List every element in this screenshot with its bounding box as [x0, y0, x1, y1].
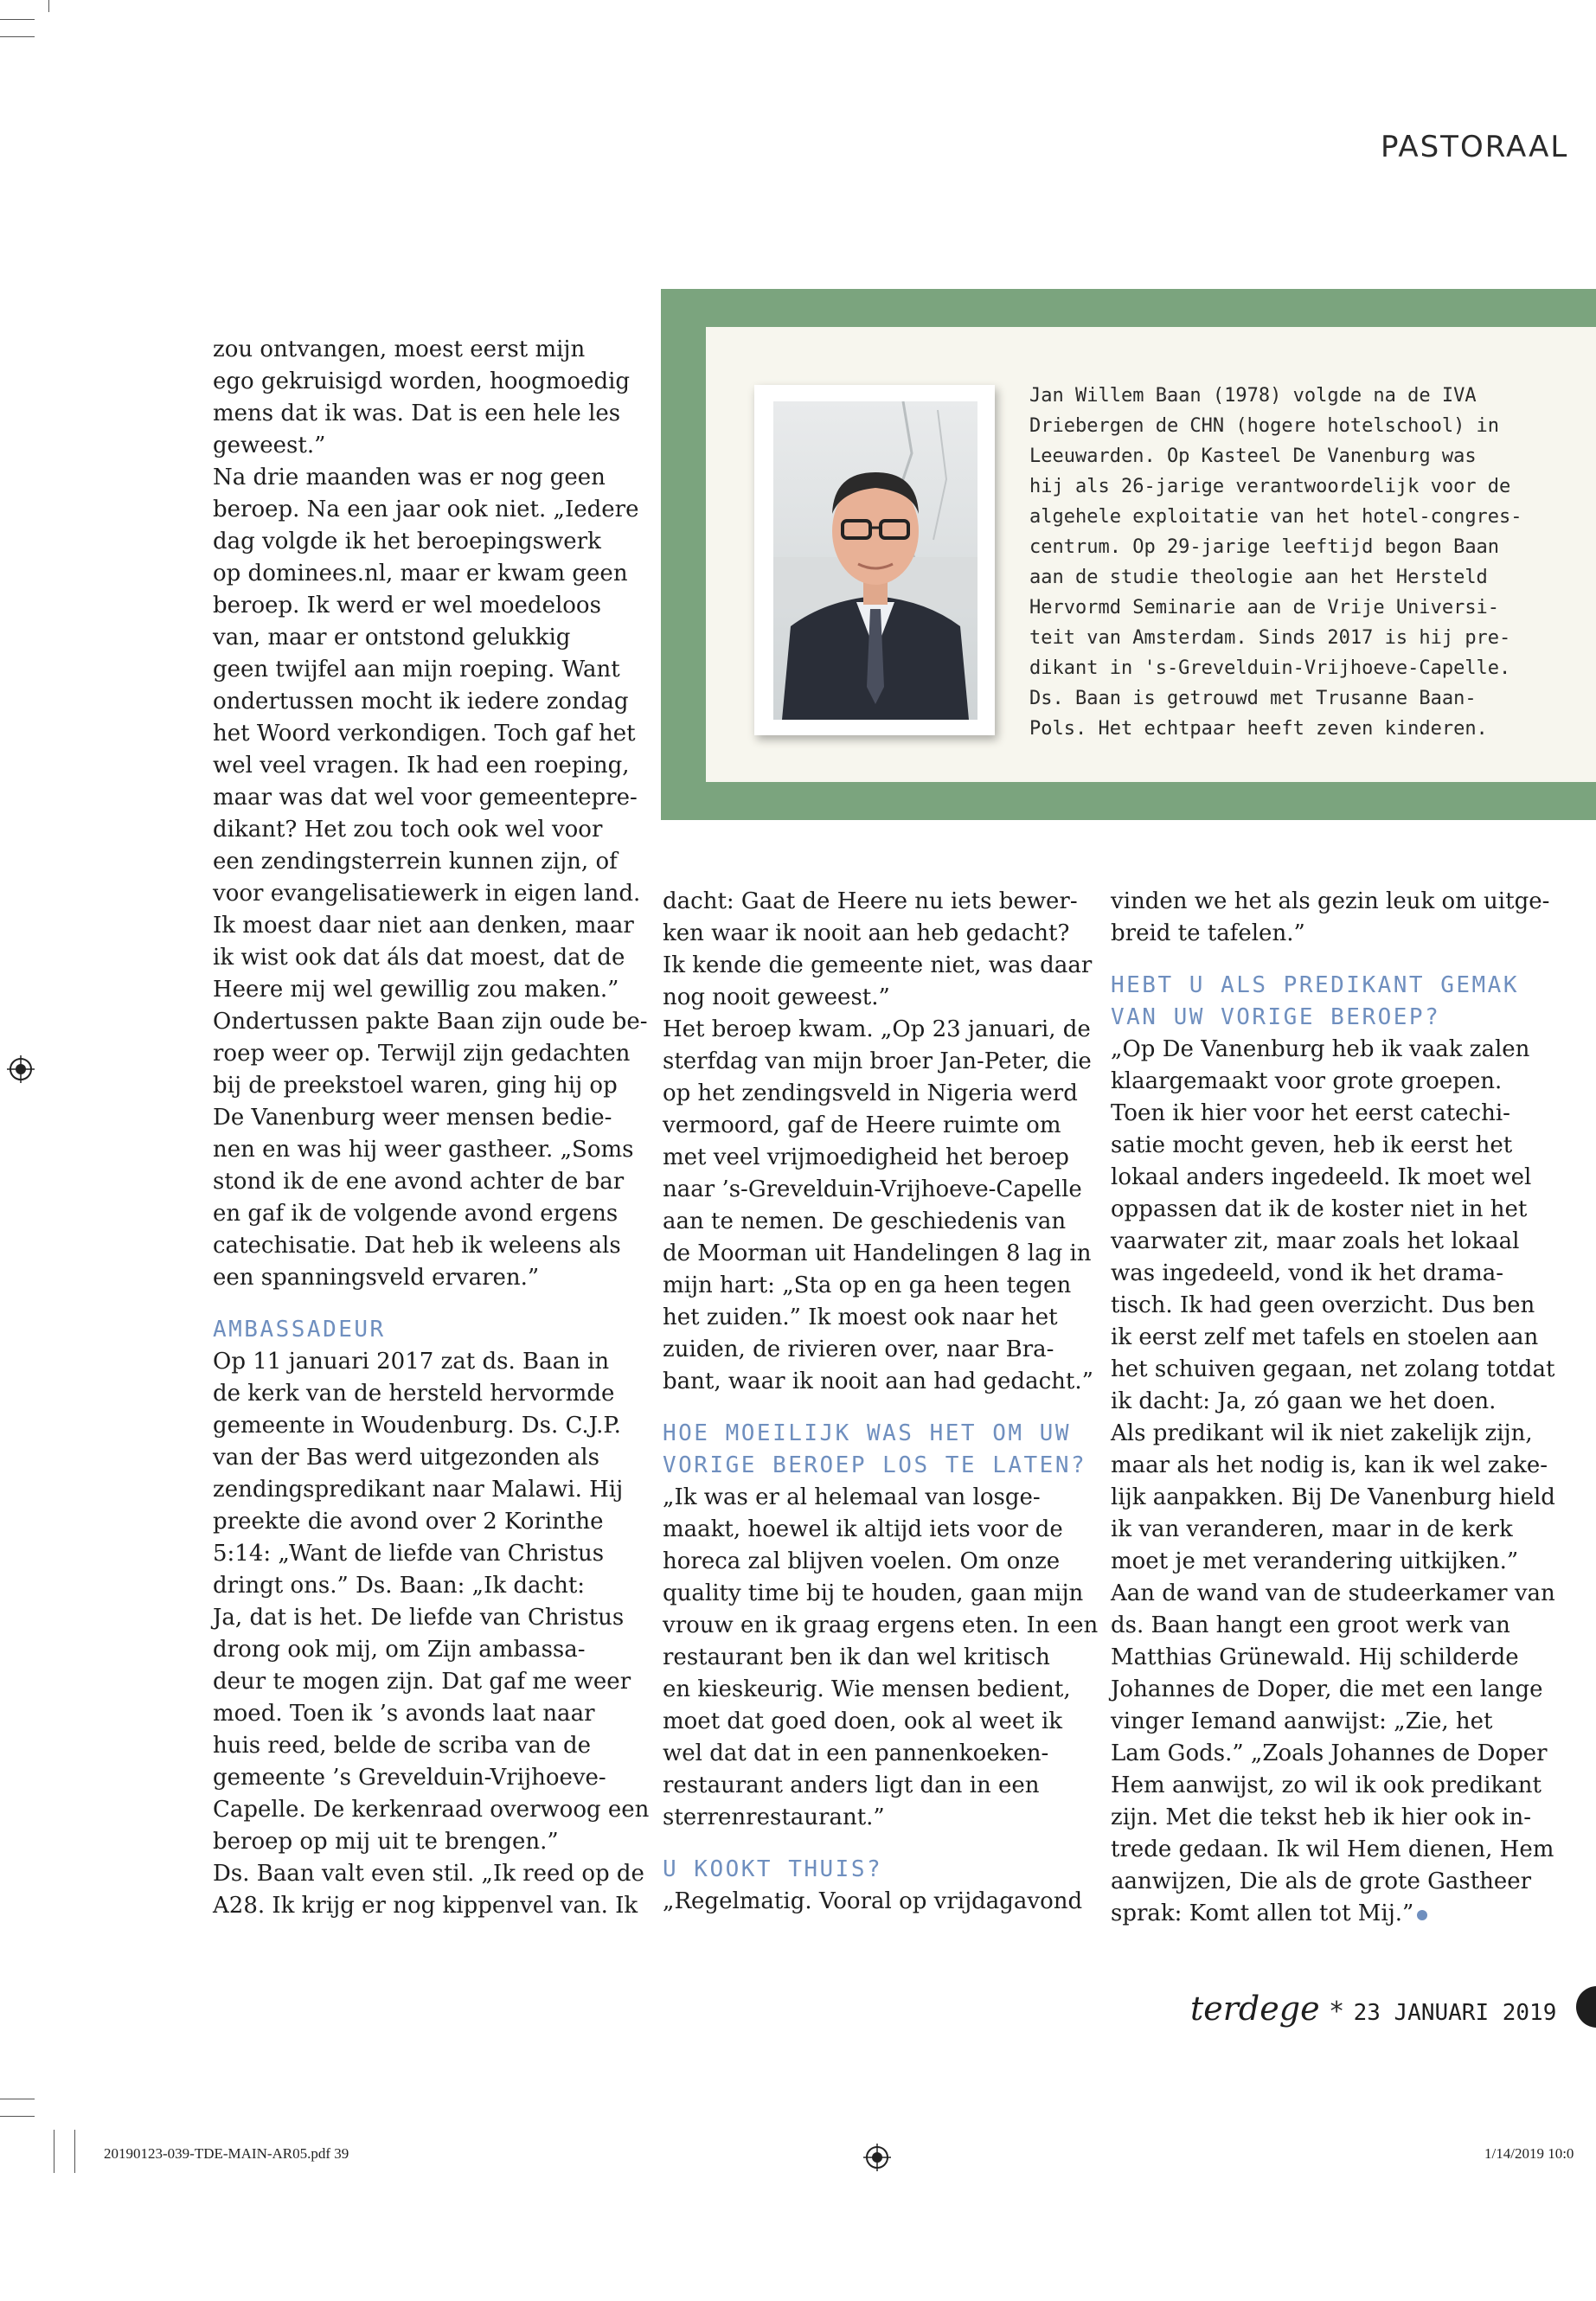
bio-line: aan de studie theologie aan het Hersteld — [1029, 567, 1488, 588]
text-line: mijn hart: „Sta op en ga heen tegen — [663, 1272, 1072, 1298]
bio-line: Driebergen de CHN (hogere hotelschool) in — [1029, 415, 1500, 437]
text-line: maakt, hoewel ik altijd iets voor de — [663, 1516, 1063, 1542]
text-line: beroep op mij uit te brengen.” — [213, 1829, 559, 1855]
text-line: Capelle. De kerkenraad overwoog een — [213, 1797, 650, 1823]
text-line: beroep. Na een jaar ook niet. „Iedere — [213, 497, 639, 522]
text-line: Johannes de Doper, die met een lange — [1111, 1676, 1543, 1702]
text-line: horeca zal blijven voelen. Om onze — [663, 1548, 1061, 1574]
magazine-logo: terdege — [1190, 1990, 1320, 2028]
text-line: stond ik de ene avond achter de bar — [213, 1169, 625, 1195]
section-title: PASTORAAL — [1381, 130, 1569, 164]
text-line: Het beroep kwam. „Op 23 januari, de — [663, 1016, 1091, 1042]
text-line: het zuiden.” Ik moest ook naar het — [663, 1304, 1058, 1330]
text-line: de kerk van de hersteld hervormde — [213, 1381, 615, 1407]
text-line: met veel vrijmoedigheid het beroep — [663, 1144, 1069, 1170]
text-line: wel veel vragen. Ik had een roeping, — [213, 753, 630, 779]
text-line: op dominees.nl, maar er kwam geen — [213, 561, 628, 586]
subheading: VAN UW VORIGE BEROEP? — [1111, 1004, 1441, 1030]
text-line: dikant? Het zou toch ook wel voor — [213, 817, 603, 843]
registration-mark-icon — [7, 1055, 35, 1083]
text-line: De Vanenburg weer mensen bedie- — [213, 1105, 612, 1131]
portrait-photo — [773, 401, 977, 720]
text-line: Ik moest daar niet aan denken, maar — [213, 913, 634, 939]
text-line: op het zendingsveld in Nigeria werd — [663, 1080, 1078, 1106]
text-line: Aan de wand van de studeerkamer van — [1111, 1580, 1555, 1606]
text-column-1 — [213, 334, 649, 1922]
text-line: nog nooit geweest.” — [663, 984, 890, 1010]
text-line: de Moorman uit Handelingen 8 lag in — [663, 1240, 1092, 1266]
text-line: een spanningsveld ervaren.” — [213, 1265, 540, 1291]
issue-date: 23 JANUARI 2019 — [1353, 2000, 1557, 2026]
text-line: mens dat ik was. Dat is een hele les — [213, 401, 621, 426]
text-line: dag volgde ik het beroepingswerk — [213, 529, 601, 554]
text-line: A28. Ik krijg er nog kippenvel van. Ik — [213, 1893, 638, 1919]
crop-mark — [0, 36, 35, 37]
text-line: van der Bas werd uitgezonden als — [213, 1445, 599, 1471]
text-line: een zendingsterrein kunnen zijn, of — [213, 849, 618, 875]
text-line: aanwijzen, Die als de grote Gastheer — [1111, 1868, 1532, 1894]
portrait-illustration — [773, 401, 977, 720]
text-line: sterrenrestaurant.” — [663, 1804, 885, 1830]
text-line: „Regelmatig. Vooral op vrijdagavond — [663, 1888, 1083, 1914]
subheading: HOE MOEILIJK WAS HET OM UW — [663, 1420, 1071, 1446]
text-line: Ondertussen pakte Baan zijn oude be- — [213, 1009, 648, 1035]
text-line: vinden we het als gezin leuk om uitge- — [1111, 888, 1550, 914]
text-line: tisch. Ik had geen overzicht. Dus ben — [1111, 1292, 1535, 1318]
text-line: was ingedeeld, vond ik het drama- — [1111, 1260, 1504, 1286]
bio-line: Hervormd Seminarie aan de Vrije Universi- — [1029, 597, 1500, 619]
text-line: Als predikant wil ik niet zakelijk zijn, — [1111, 1420, 1533, 1446]
text-line: bij de preekstoel waren, ging hij op — [213, 1073, 618, 1099]
text-line: lokaal anders ingedeeld. Ik moet wel — [1111, 1164, 1532, 1190]
text-line: gemeente ’s Grevelduin-Vrijhoeve- — [213, 1765, 606, 1791]
crop-mark — [48, 0, 49, 12]
bio-line: Jan Willem Baan (1978) volgde na de IVA — [1029, 385, 1477, 407]
bio-line: dikant in 's-Grevelduin-Vrijhoeve-Capelle. — [1029, 657, 1511, 679]
registration-mark-icon — [863, 2144, 891, 2171]
text-line: sterfdag van mijn broer Jan-Peter, die — [663, 1048, 1092, 1074]
text-line: moet je met verandering uitkijken.” — [1111, 1548, 1519, 1574]
text-column-2 — [663, 886, 1098, 1918]
subheading: U KOOKT THUIS? — [663, 1856, 883, 1882]
text-line: Lam Gods.” „Zoals Johannes de Doper — [1111, 1740, 1548, 1766]
text-line: Na drie maanden was er nog geen — [213, 465, 606, 490]
text-line: zuiden, de rivieren over, naar Bra- — [663, 1336, 1054, 1362]
text-line: geen twijfel aan mijn roeping. Want — [213, 657, 620, 683]
text-line: vaarwater zit, maar zoals het lokaal — [1111, 1228, 1520, 1254]
bio-line: hij als 26-jarige verantwoordelijk voor de — [1029, 476, 1511, 497]
text-line: 5:14: „Want de liefde van Christus — [213, 1541, 605, 1567]
text-line: ik wist ook dat áls dat moest, dat de — [213, 945, 625, 971]
bio-line: Pols. Het echtpaar heeft zeven kinderen. — [1029, 718, 1488, 740]
text-line: en kieskeurig. Wie mensen bedient, — [663, 1676, 1071, 1702]
text-line-last — [1111, 1898, 1555, 1930]
text-line: „Ik was er al helemaal van losge- — [663, 1484, 1041, 1510]
text-line: het schuiven gegaan, net zolang totdat — [1111, 1356, 1555, 1382]
text-line: dringt ons.” Ds. Baan: „Ik dacht: — [213, 1573, 586, 1599]
text-line: restaurant anders ligt dan in een — [663, 1772, 1040, 1798]
text-line: Heere mij wel gewillig zou maken.” — [213, 977, 619, 1003]
bio-line: teit van Amsterdam. Sinds 2017 is hij pre- — [1029, 627, 1511, 649]
text-line: beroep. Ik werd er wel moedeloos — [213, 593, 601, 619]
subheading: VORIGE BEROEP LOS TE LATEN? — [663, 1452, 1087, 1478]
text-line: Matthias Grünewald. Hij schilderde — [1111, 1644, 1519, 1670]
text-line: Ik kende die gemeente niet, was daar — [663, 952, 1093, 978]
text-line: oppassen dat ik de koster niet in het — [1111, 1196, 1528, 1222]
text-line: ego gekruisigd worden, hoogmoedig — [213, 369, 631, 394]
print-slug-date: 1/14/2019 10:0 — [1484, 2145, 1574, 2162]
text-line: satie mocht geven, heb ik eerst het — [1111, 1132, 1513, 1158]
text-line: drong ook mij, om Zijn ambassa- — [213, 1637, 586, 1663]
text-line: Toen ik hier voor het eerst catechi- — [1111, 1100, 1510, 1126]
print-slug-file: 20190123-039-TDE-MAIN-AR05.pdf 39 — [104, 2145, 349, 2162]
text-line: restaurant ben ik dan wel kritisch — [663, 1644, 1050, 1670]
text-line: moed. Toen ik ’s avonds laat naar — [213, 1701, 595, 1727]
text-line: deur te mogen zijn. Dat gaf me weer — [213, 1669, 631, 1695]
text-line: lijk aanpakken. Bij De Vanenburg hield — [1111, 1484, 1555, 1510]
text-line: nen en was hij weer gastheer. „Soms — [213, 1137, 634, 1163]
text-line: ondertussen mocht ik iedere zondag — [213, 689, 629, 715]
text-line: breid te tafelen.” — [1111, 920, 1305, 946]
text-line: moet dat goed doen, ook al weet ik — [663, 1708, 1063, 1734]
text-line: en gaf ik de volgende avond ergens — [213, 1201, 619, 1227]
text-line: vrouw en ik graag ergens eten. In een — [663, 1612, 1099, 1638]
last-line-text: sprak: Komt allen tot Mij.” — [1111, 1900, 1414, 1926]
page-number-tab — [1576, 1986, 1596, 2028]
crop-mark — [74, 2130, 75, 2173]
text-line: aan te nemen. De geschiedenis van — [663, 1208, 1067, 1234]
text-line: catechisatie. Dat heb ik weleens als — [213, 1233, 621, 1259]
text-line: klaargemaakt voor grote groepen. — [1111, 1068, 1503, 1094]
text-line: trede gedaan. Ik wil Hem dienen, Hem — [1111, 1836, 1554, 1862]
subheading: HEBT U ALS PREDIKANT GEMAK — [1111, 972, 1519, 998]
text-line: naar ’s-Grevelduin-Vrijhoeve-Capelle — [663, 1176, 1082, 1202]
text-line: Ja, dat is het. De liefde van Christus — [213, 1605, 625, 1631]
text-line: vermoord, gaf de Heere ruimte om — [663, 1112, 1061, 1138]
bio-text — [1029, 381, 1522, 744]
text-line: wel dat dat in een pannenkoeken- — [663, 1740, 1049, 1766]
text-line: ken waar ik nooit aan heb gedacht? — [663, 920, 1070, 946]
crop-mark — [0, 2116, 35, 2117]
text-line: ik dacht: Ja, zó gaan we het doen. — [1111, 1388, 1497, 1414]
text-line: ds. Baan hangt een groot werk van — [1111, 1612, 1510, 1638]
text-line: gemeente in Woudenburg. Ds. C.J.P. — [213, 1413, 621, 1439]
text-line: voor evangelisatiewerk in eigen land. — [213, 881, 641, 907]
text-line: maar was dat wel voor gemeentepre- — [213, 785, 638, 811]
crop-mark — [0, 19, 35, 20]
subheading: AMBASSADEUR — [213, 1317, 386, 1343]
end-mark-icon — [1417, 1910, 1427, 1920]
text-line: „Op De Vanenburg heb ik vaak zalen — [1111, 1036, 1530, 1062]
text-line: vinger Iemand aanwijst: „Zie, het — [1111, 1708, 1493, 1734]
text-line: zijn. Met die tekst heb ik hier ook in- — [1111, 1804, 1532, 1830]
text-line: geweest.” — [213, 433, 326, 458]
text-line: huis reed, belde de scriba van de — [213, 1733, 592, 1759]
separator-icon: * — [1330, 1997, 1343, 2027]
bio-line: algehele exploitatie van het hotel-congres- — [1029, 506, 1522, 528]
bio-line: Leeuwarden. Op Kasteel De Vanenburg was — [1029, 445, 1477, 467]
text-line: Hem aanwijst, zo wil ik ook predikant — [1111, 1772, 1542, 1798]
text-line: het Woord verkondigen. Toch gaf het — [213, 721, 636, 747]
text-line: ik van veranderen, maar in de kerk — [1111, 1516, 1513, 1542]
text-line: ik eerst zelf met tafels en stoelen aan — [1111, 1324, 1539, 1350]
text-line: zou ontvangen, moest eerst mijn — [213, 336, 586, 362]
text-line: maar als het nodig is, kan ik wel zake- — [1111, 1452, 1548, 1478]
text-line: van, maar er ontstond gelukkig — [213, 625, 571, 651]
bio-line: centrum. Op 29-jarige leeftijd begon Baan — [1029, 536, 1500, 558]
bio-line: Ds. Baan is getrouwd met Trusanne Baan- — [1029, 688, 1477, 709]
text-line: Ds. Baan valt even stil. „Ik reed op de — [213, 1861, 644, 1887]
text-line: bant, waar ik nooit aan had gedacht.” — [663, 1368, 1093, 1394]
text-line: preekte die avond over 2 Korinthe — [213, 1509, 604, 1535]
text-column-3 — [1111, 886, 1555, 1930]
text-line: roep weer op. Terwijl zijn gedachten — [213, 1041, 631, 1067]
text-line: Op 11 januari 2017 zat ds. Baan in — [213, 1349, 610, 1375]
page-footer — [1190, 1990, 1557, 2028]
text-line: zendingspredikant naar Malawi. Hij — [213, 1477, 624, 1503]
text-line: dacht: Gaat de Heere nu iets bewer- — [663, 888, 1078, 914]
text-line: quality time bij te houden, gaan mijn — [663, 1580, 1084, 1606]
